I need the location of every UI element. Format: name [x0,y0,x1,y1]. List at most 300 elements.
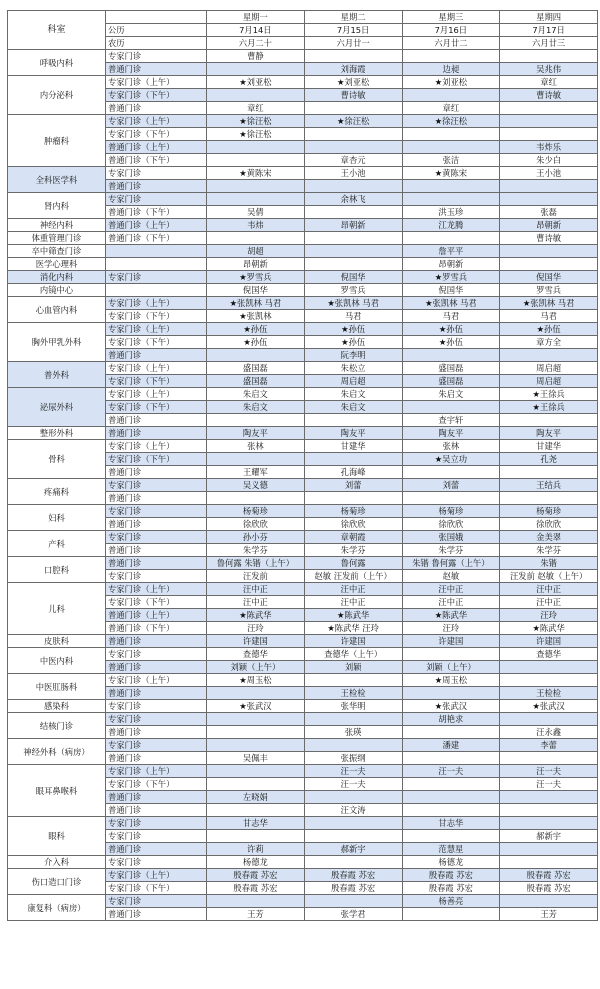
date-cell: 7月14日 [207,24,305,37]
doctor-cell: 孔海峰 [304,466,402,479]
clinic-type [106,258,207,271]
table-row [8,388,598,401]
doctor-cell: 郝新宇 [500,830,598,843]
doctor-cell [500,674,598,687]
doctor-cell: 江龙腾 [402,219,500,232]
doctor-cell [402,791,500,804]
doctor-cell [207,687,305,700]
clinic-type: 专家门诊（下午） [106,336,207,349]
doctor-cell [304,102,402,115]
department-name: 康复科（病房） [8,895,106,921]
doctor-cell: 洪玉珍 [402,206,500,219]
doctor-cell: ★孙伍 [207,336,305,349]
clinic-type: 普通门诊 [106,804,207,817]
clinic-type: 专家门诊（下午） [106,778,207,791]
doctor-cell: ★张凯林 马君 [304,297,402,310]
clinic-type: 普通门诊 [106,661,207,674]
doctor-cell: 章杏元 [304,154,402,167]
clinic-type: 专家门诊（上午） [106,869,207,882]
doctor-cell: 章红 [500,76,598,89]
clinic-type: 专家门诊（下午） [106,401,207,414]
doctor-cell: 余林飞 [304,193,402,206]
doctor-cell [500,713,598,726]
clinic-type: 普通门诊 [106,635,207,648]
table-row [8,713,598,726]
doctor-cell: 马君 [402,310,500,323]
doctor-cell [500,791,598,804]
doctor-cell: 杨菊珍 [500,505,598,518]
doctor-cell: 甘建华 [500,440,598,453]
doctor-cell: 孙小芬 [207,531,305,544]
doctor-cell: 阮李明 [304,349,402,362]
table-row [8,427,598,440]
clinic-type: 普通门诊 [106,518,207,531]
lunar-date-cell: 六月廿一 [304,37,402,50]
department-name: 中医内科 [8,648,106,674]
doctor-cell [304,232,402,245]
table-row [8,895,598,908]
doctor-cell: 朱锴 鲁何露（上午） [402,557,500,570]
table-row [8,479,598,492]
doctor-cell: 鲁何露 [304,557,402,570]
clinic-type: 专家门诊（下午） [106,596,207,609]
doctor-cell: 昂朝新 [500,219,598,232]
table-row [8,297,598,310]
doctor-cell [500,466,598,479]
schedule-header [8,11,598,50]
doctor-cell: 许建国 [402,635,500,648]
clinic-type: 普通门诊 [106,180,207,193]
doctor-cell: 朱松立 [304,362,402,375]
clinic-type: 普通门诊（上午） [106,141,207,154]
clinic-type: 专家门诊（上午） [106,388,207,401]
date-cell: 7月16日 [402,24,500,37]
gregorian-label: 公历 [106,24,207,37]
clinic-type: 专家门诊（上午） [106,362,207,375]
clinic-type: 普通门诊 [106,427,207,440]
doctor-cell: 章红 [207,102,305,115]
table-row [8,50,598,63]
doctor-cell: ★孙伍 [402,336,500,349]
doctor-cell [207,713,305,726]
doctor-cell: 左晓娟 [207,791,305,804]
table-row [8,583,598,596]
doctor-cell [304,830,402,843]
clinic-type: 普通门诊 [106,752,207,765]
doctor-cell [500,193,598,206]
clinic-type: 普通门诊 [106,63,207,76]
clinic-type: 专家门诊（下午） [106,128,207,141]
doctor-cell: 刘颖 [304,661,402,674]
doctor-cell [402,401,500,414]
doctor-cell: 朱启文 [207,388,305,401]
doctor-cell: 张国娥 [402,531,500,544]
department-name: 肾内科 [8,193,106,219]
doctor-cell: 殷春霞 苏宏 [402,869,500,882]
doctor-cell: 汪文涛 [304,804,402,817]
doctor-cell: ★徐汪松 [304,115,402,128]
doctor-cell: 殷春霞 苏宏 [500,882,598,895]
doctor-cell: 杨善亮 [402,895,500,908]
doctor-cell [304,713,402,726]
doctor-cell [402,180,500,193]
doctor-cell: 张振纲 [304,752,402,765]
doctor-cell: 王检检 [500,687,598,700]
doctor-cell: 张学君 [304,908,402,921]
clinic-type: 普通门诊 [106,908,207,921]
doctor-cell [402,141,500,154]
doctor-cell [500,414,598,427]
doctor-cell [207,739,305,752]
clinic-type: 专家门诊 [106,739,207,752]
doctor-cell [402,804,500,817]
department-name: 胸外甲乳外科 [8,323,106,362]
doctor-cell [500,492,598,505]
clinic-type: 专家门诊 [106,648,207,661]
doctor-cell [402,89,500,102]
doctor-cell: 昂朝新 [402,258,500,271]
doctor-cell: 朱启文 [207,401,305,414]
clinic-type: 普通门诊 [106,791,207,804]
doctor-cell: 鲁何露 朱锴（上午） [207,557,305,570]
doctor-cell: 章方全 [500,336,598,349]
doctor-cell: ★张武汉 [500,700,598,713]
doctor-cell: 曹诗敏 [304,89,402,102]
clinic-type: 专家门诊 [106,167,207,180]
doctor-cell: 朱学芬 [304,544,402,557]
doctor-cell: 倪国华 [500,271,598,284]
clinic-type: 专家门诊（上午） [106,297,207,310]
weekday-cell: 星期三 [402,11,500,24]
clinic-type: 专家门诊（下午） [106,89,207,102]
department-name: 眼科 [8,817,106,856]
doctor-cell: ★张凯林 马君 [402,297,500,310]
doctor-cell: 汪一夫 [402,765,500,778]
doctor-cell: ★王徐兵 [500,388,598,401]
doctor-cell [402,232,500,245]
department-name: 肿瘤科 [8,115,106,167]
doctor-cell: 汪玲 [402,622,500,635]
doctor-cell: 汪永鑫 [500,726,598,739]
doctor-cell: 张林 [207,440,305,453]
clinic-type: 普通门诊 [106,349,207,362]
doctor-cell: 许建国 [304,635,402,648]
clinic-type: 专家门诊（上午） [106,583,207,596]
doctor-cell: 倪国华 [304,271,402,284]
doctor-cell: 罗雪兵 [304,284,402,297]
doctor-cell [207,765,305,778]
doctor-cell [402,50,500,63]
doctor-cell: 刘蕾 [304,479,402,492]
doctor-cell [500,128,598,141]
doctor-cell: 王芳 [207,908,305,921]
department-name: 体重管理门诊 [8,232,106,245]
doctor-cell [304,180,402,193]
doctor-cell: ★张凯林 马君 [207,297,305,310]
doctor-cell [207,895,305,908]
doctor-cell [304,856,402,869]
doctor-cell: ★徐汪松 [207,115,305,128]
doctor-cell [500,804,598,817]
clinic-type: 专家门诊 [106,700,207,713]
department-name: 眼耳鼻喉科 [8,765,106,817]
department-name: 结核门诊 [8,713,106,739]
doctor-cell: 王小池 [500,167,598,180]
doctor-cell [500,245,598,258]
doctor-cell: 甘志华 [402,817,500,830]
doctor-cell: ★孙伍 [304,336,402,349]
doctor-cell: 章红 [402,102,500,115]
doctor-cell [304,245,402,258]
doctor-cell: 盛国磊 [207,362,305,375]
doctor-cell: ★孙伍 [207,323,305,336]
doctor-cell: 杨德龙 [402,856,500,869]
doctor-cell: 徐欣欣 [304,518,402,531]
doctor-cell [304,258,402,271]
doctor-cell: ★徐汪松 [402,115,500,128]
doctor-cell: 陶友平 [304,427,402,440]
doctor-cell [304,50,402,63]
table-row [8,76,598,89]
doctor-cell: ★孙伍 [402,323,500,336]
doctor-cell: ★罗雪兵 [207,271,305,284]
department-name: 普外科 [8,362,106,388]
weekday-cell: 星期四 [500,11,598,24]
doctor-cell [304,492,402,505]
doctor-cell: ★徐汪松 [207,128,305,141]
weekday-cell: 星期二 [304,11,402,24]
weekday-row [8,11,598,24]
doctor-cell: 边昶 [402,63,500,76]
doctor-cell [500,752,598,765]
doctor-cell [500,856,598,869]
doctor-cell [304,817,402,830]
table-row [8,674,598,687]
table-row [8,167,598,180]
department-name: 呼吸内科 [8,50,106,76]
doctor-cell: 徐欣欣 [402,518,500,531]
doctor-cell: 赵敏 [402,570,500,583]
clinic-type: 专家门诊（上午） [106,765,207,778]
doctor-cell [500,843,598,856]
doctor-cell [304,414,402,427]
doctor-cell: 倪国华 [207,284,305,297]
doctor-cell: 徐欣欣 [207,518,305,531]
doctor-cell: ★周玉松 [207,674,305,687]
doctor-cell: 胡超 [207,245,305,258]
doctor-cell: 汪发前 赵敏（上午） [500,570,598,583]
clinic-type: 专家门诊（上午） [106,115,207,128]
doctor-cell: ★陈武华 [207,609,305,622]
doctor-cell: ★陈武华 [402,609,500,622]
doctor-cell: 殷春霞 苏宏 [207,882,305,895]
date-cell: 7月17日 [500,24,598,37]
dept-header: 科室 [8,11,106,50]
doctor-cell: 朱少白 [500,154,598,167]
doctor-cell: 汪中正 [207,596,305,609]
doctor-cell: 吴义德 [207,479,305,492]
doctor-cell: ★孙伍 [304,323,402,336]
table-row [8,531,598,544]
department-name: 中医肛肠科 [8,674,106,700]
doctor-cell: 盛国磊 [402,375,500,388]
clinic-type: 普通门诊（下午） [106,206,207,219]
doctor-cell: 潘建 [402,739,500,752]
table-row [8,193,598,206]
department-name: 皮肤科 [8,635,106,648]
doctor-cell: 查宇轩 [402,414,500,427]
doctor-cell: 昂朝新 [207,258,305,271]
doctor-cell [207,154,305,167]
doctor-cell [207,492,305,505]
doctor-cell: ★陈武华 [500,622,598,635]
doctor-cell [500,661,598,674]
doctor-cell: 汪一夫 [304,765,402,778]
doctor-cell [207,414,305,427]
clinic-type: 专家门诊（上午） [106,674,207,687]
doctor-cell: ★黄陈宋 [402,167,500,180]
doctor-cell: 陶友平 [402,427,500,440]
doctor-cell [304,128,402,141]
doctor-cell [402,128,500,141]
doctor-cell: 吴佩丰 [207,752,305,765]
doctor-cell [402,778,500,791]
doctor-cell: 甘志华 [207,817,305,830]
table-row [8,765,598,778]
doctor-cell: 孔尧 [500,453,598,466]
doctor-cell [402,466,500,479]
table-row [8,232,598,245]
doctor-cell: 张洁 [402,154,500,167]
doctor-cell: 张瑛 [304,726,402,739]
doctor-cell: ★刘亚松 [402,76,500,89]
doctor-cell [304,453,402,466]
doctor-cell: 汪中正 [207,583,305,596]
doctor-cell [207,778,305,791]
clinic-type: 普通门诊（下午） [106,622,207,635]
department-name: 心血管内科 [8,297,106,323]
doctor-cell: 马君 [304,310,402,323]
table-row [8,323,598,336]
department-name: 伤口造口门诊 [8,869,106,895]
doctor-cell: ★刘亚松 [207,76,305,89]
doctor-cell: 朱启文 [304,401,402,414]
doctor-cell: 甘建华 [304,440,402,453]
doctor-cell: 詹平平 [402,245,500,258]
clinic-type: 专家门诊 [106,271,207,284]
table-row [8,271,598,284]
doctor-cell [207,63,305,76]
doctor-cell: 刘海霞 [304,63,402,76]
clinic-type: 专家门诊（下午） [106,882,207,895]
doctor-cell: 汪中正 [500,596,598,609]
department-name: 口腔科 [8,557,106,583]
doctor-cell: 殷春霞 苏宏 [402,882,500,895]
doctor-cell: 王耀军 [207,466,305,479]
doctor-cell: ★张凯林 [207,310,305,323]
clinic-type: 普通门诊 [106,557,207,570]
doctor-cell: 许莉 [207,843,305,856]
clinic-type: 普通门诊 [106,492,207,505]
doctor-cell: 曹诗敏 [500,89,598,102]
clinic-type: 专家门诊（上午） [106,440,207,453]
doctor-cell [402,349,500,362]
doctor-cell: 汪中正 [402,583,500,596]
doctor-cell: 刘颖（上午） [207,661,305,674]
doctor-cell: 张华明 [304,700,402,713]
department-name: 儿科 [8,583,106,635]
doctor-cell: 昂朝新 [304,219,402,232]
clinic-type: 专家门诊 [106,193,207,206]
department-name: 妇科 [8,505,106,531]
doctor-cell: 李蕾 [500,739,598,752]
clinic-type: 专家门诊 [106,505,207,518]
doctor-cell: 汪发前 [207,570,305,583]
department-name: 骨科 [8,440,106,479]
outpatient-schedule-table [7,10,598,921]
table-row [8,362,598,375]
department-name: 整形外科 [8,427,106,440]
table-row [8,219,598,232]
doctor-cell [402,687,500,700]
table-row [8,817,598,830]
doctor-cell: 殷春霞 苏宏 [304,869,402,882]
doctor-cell: 杨菊珍 [402,505,500,518]
clinic-type: 专家门诊 [106,856,207,869]
doctor-cell [207,232,305,245]
date-cell: 7月15日 [304,24,402,37]
doctor-cell [304,739,402,752]
department-name: 神经内科 [8,219,106,232]
doctor-cell: ★黄陈宋 [207,167,305,180]
clinic-type: 专家门诊（下午） [106,375,207,388]
doctor-cell [304,141,402,154]
doctor-cell [207,804,305,817]
clinic-type: 专家门诊 [106,713,207,726]
doctor-cell: 罗雪兵 [500,284,598,297]
clinic-type: 专家门诊 [106,830,207,843]
department-name: 感染科 [8,700,106,713]
doctor-cell [500,817,598,830]
department-name: 内分泌科 [8,76,106,115]
doctor-cell: 倪国华 [402,284,500,297]
doctor-cell: 吴倩 [207,206,305,219]
doctor-cell [402,726,500,739]
doctor-cell [500,115,598,128]
lunar-label: 农历 [106,37,207,50]
doctor-cell: 韦炜 [207,219,305,232]
doctor-cell: 查德华 [500,648,598,661]
table-row [8,258,598,271]
table-row [8,739,598,752]
doctor-cell: 赵敏 汪发前（上午） [304,570,402,583]
table-row [8,557,598,570]
doctor-cell: 郝新宇 [304,843,402,856]
doctor-cell [402,908,500,921]
calendar-label-empty [106,11,207,24]
doctor-cell: 王小池 [304,167,402,180]
doctor-cell [207,453,305,466]
department-name: 介入科 [8,856,106,869]
doctor-cell: 周启超 [500,375,598,388]
doctor-cell: 马君 [500,310,598,323]
table-row [8,505,598,518]
doctor-cell: 胡艳求 [402,713,500,726]
clinic-type [106,245,207,258]
doctor-cell: 周启超 [500,362,598,375]
clinic-type: 专家门诊（上午） [106,76,207,89]
doctor-cell: 查德华 [207,648,305,661]
